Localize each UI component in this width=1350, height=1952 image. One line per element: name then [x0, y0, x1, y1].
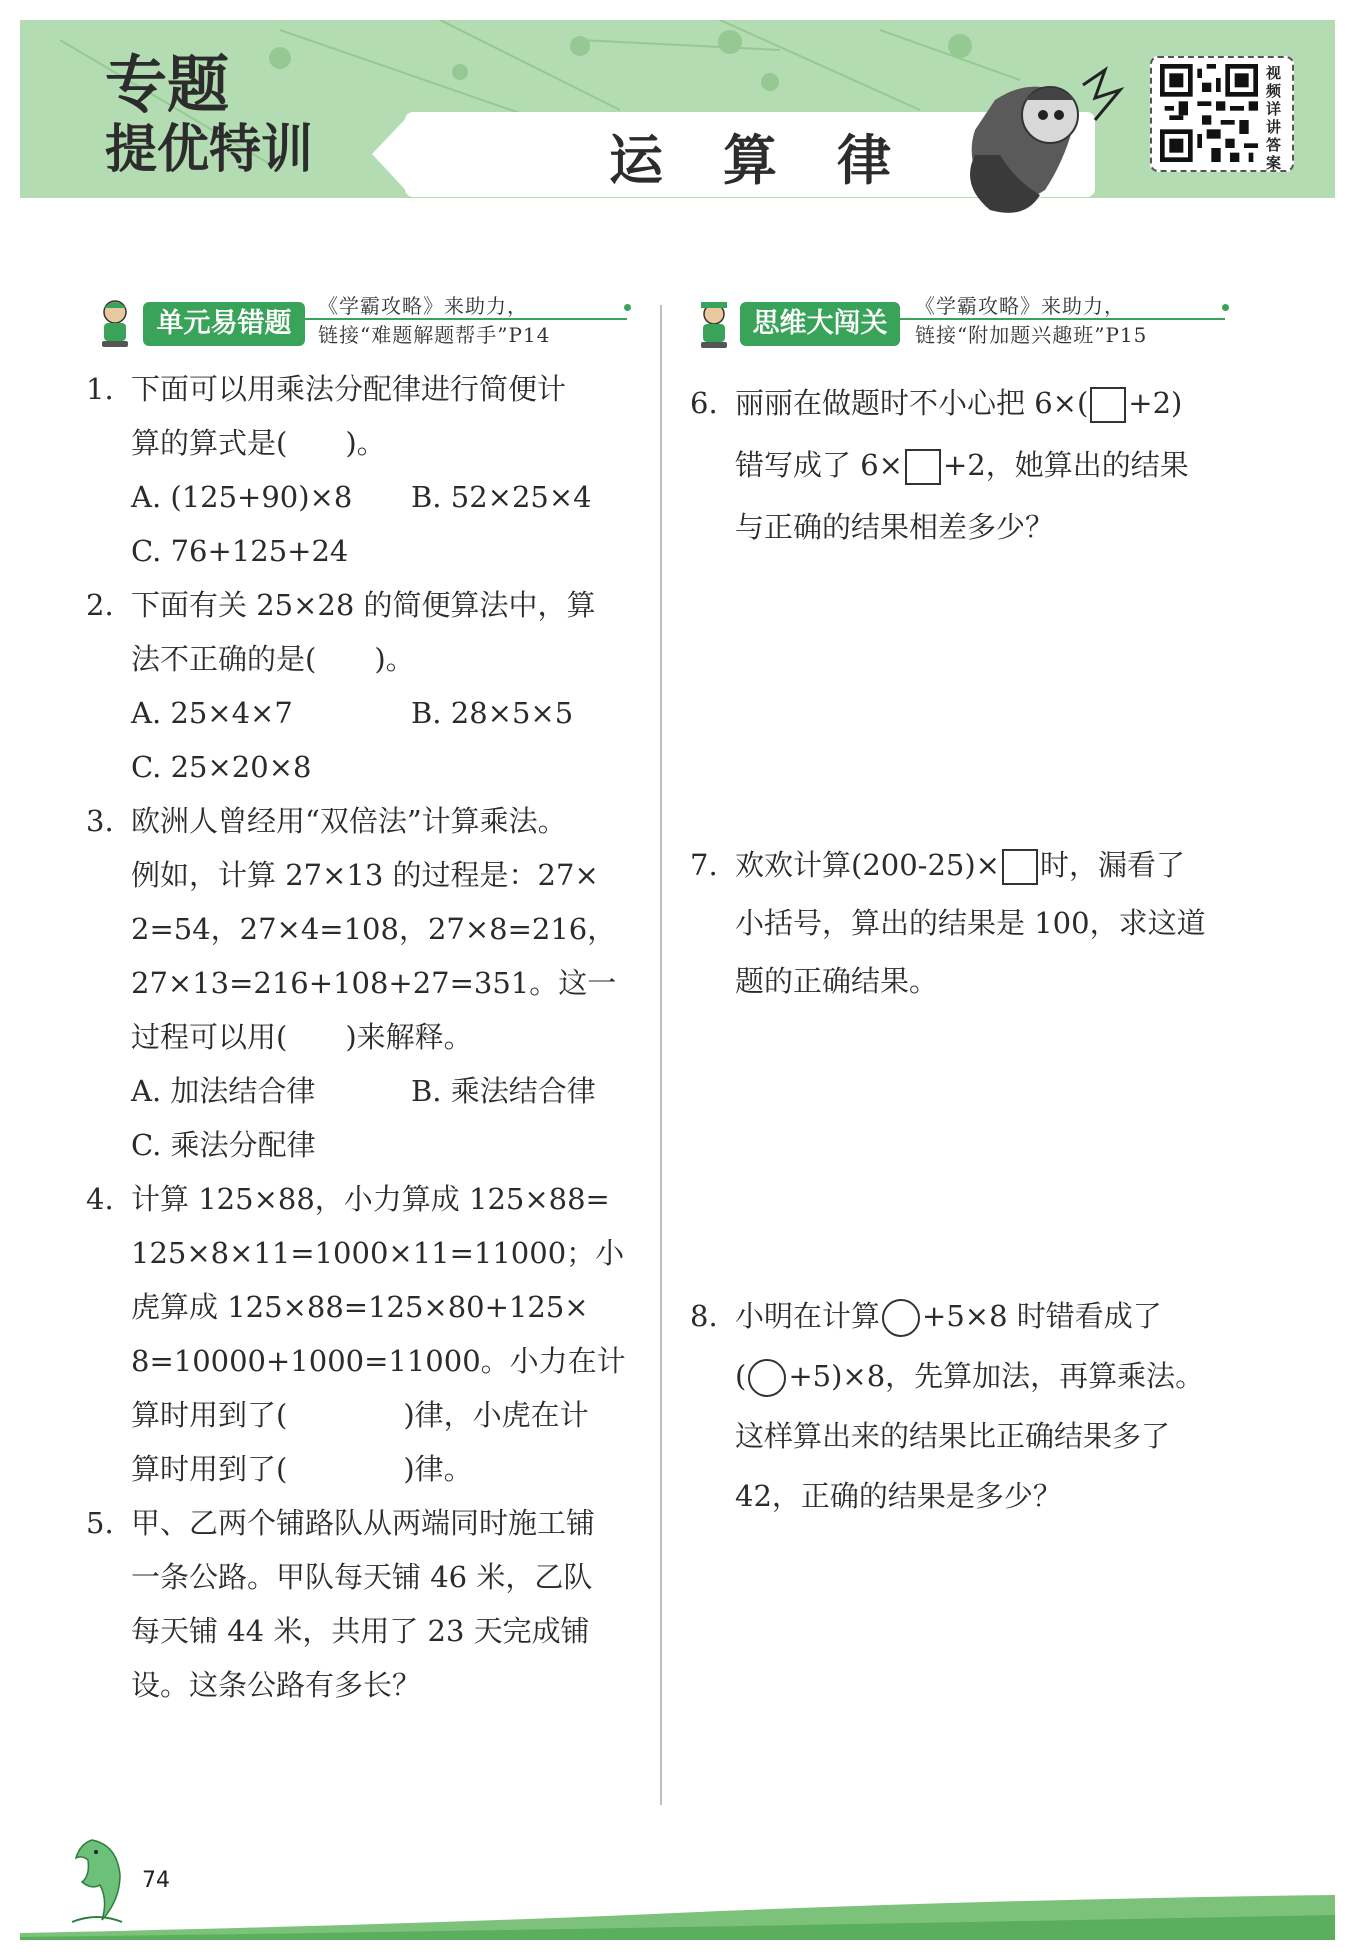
boy-mascot-icon — [92, 298, 138, 350]
helper-text-left — [318, 292, 550, 350]
question-text: 过程可以用( )来解释。 — [131, 1020, 473, 1054]
question-number: 2. — [86, 588, 114, 622]
qr-code-icon — [1160, 64, 1258, 162]
question-text: 这样算出来的结果比正确结果多了 — [735, 1419, 1171, 1453]
footer-band — [20, 1895, 1335, 1940]
question-text: 下面有关 25×28 的简便算法中，算 — [131, 588, 596, 622]
options-row — [131, 470, 592, 524]
option-a[interactable]: A. 加法结合律 — [131, 1074, 316, 1108]
question-text: 算时用到了( )律。 — [131, 1452, 473, 1486]
option-b[interactable]: B. 28×5×5 — [411, 696, 574, 730]
helper-dot-right — [1222, 304, 1229, 311]
question-text-part: +5×8 时错看成了 — [922, 1299, 1162, 1333]
option-c[interactable]: C. 乘法分配律 — [131, 1128, 316, 1162]
blank-box[interactable] — [1090, 387, 1126, 423]
question-text: 42，正确的结果是多少？ — [735, 1479, 1062, 1513]
question-text — [735, 1286, 1204, 1346]
option-b[interactable]: B. 乘法结合律 — [411, 1074, 596, 1108]
question-text-part: 小明在计算 — [735, 1299, 881, 1333]
question-text: 与正确的结果相差多少？ — [735, 510, 1055, 544]
question-text — [735, 836, 1206, 894]
question-text: 8=10000+1000=11000。小力在计 — [131, 1344, 626, 1378]
options-row — [131, 740, 596, 794]
question-number: 8. — [690, 1299, 718, 1333]
helper-left-line2: 链接“难题解题帮手”P14 — [318, 323, 551, 347]
question-number: 4. — [86, 1182, 114, 1216]
column-divider — [660, 305, 662, 1805]
helper-text-right — [915, 292, 1147, 350]
question-text: 法不正确的是( )。 — [131, 642, 415, 676]
section-badge-challenge: 思维大闯关 — [740, 302, 900, 346]
question-text: 题的正确结果。 — [735, 964, 939, 998]
question-text-part: +2，她算出的结果 — [942, 448, 1189, 482]
question-text: 虎算成 125×88=125×80+125× — [131, 1290, 589, 1324]
topic-title: 运算律 — [609, 129, 951, 192]
question-text-part: 错写成了 6× — [735, 448, 903, 482]
option-a[interactable]: A. 25×4×7 — [131, 696, 293, 730]
helper-rule-right — [900, 318, 1225, 320]
question-text — [735, 372, 1189, 434]
boy-mascot-icon — [693, 300, 735, 352]
dolphin-icon — [62, 1830, 142, 1930]
helper-dot-left — [624, 304, 631, 311]
question-text: 下面可以用乘法分配律进行简便计 — [131, 372, 567, 406]
options-row — [131, 524, 566, 578]
question-text-part: 丽丽在做题时不小心把 6×( — [735, 386, 1089, 420]
question-text: 算的算式是( )。 — [131, 426, 386, 460]
question-text: 例如，计算 27×13 的过程是：27× — [131, 858, 599, 892]
qr-code-box[interactable] — [1150, 56, 1294, 172]
options-row — [131, 1118, 616, 1172]
question-text-part: 时，漏看了 — [1039, 848, 1185, 882]
options-row — [131, 686, 596, 740]
question-text: 甲、乙两个铺路队从两端同时施工铺 — [131, 1506, 596, 1540]
blank-box[interactable] — [1002, 849, 1038, 885]
question-text-part: 欢欢计算(200-25)× — [735, 848, 1000, 882]
series-title-line2: 提优特训 — [105, 120, 314, 181]
option-c[interactable]: C. 76+125+24 — [131, 534, 349, 568]
option-b[interactable]: B. 52×25×4 — [411, 480, 592, 514]
mascot-illustration — [955, 60, 1135, 225]
helper-left-line1: 《学霸攻略》来助力， — [318, 294, 528, 318]
question-number: 7. — [690, 848, 718, 882]
question-text: 27×13=216+108+27=351。这一 — [131, 966, 617, 1000]
question-text: 小括号，算出的结果是 100，求这道 — [735, 906, 1206, 940]
question-number: 6. — [690, 386, 718, 420]
question-text: 算时用到了( )律，小虎在计 — [131, 1398, 589, 1432]
blank-circle[interactable] — [748, 1359, 786, 1397]
series-title — [105, 48, 314, 181]
helper-right-line2: 链接“附加题兴趣班”P15 — [915, 323, 1148, 347]
question-text — [735, 434, 1189, 496]
question-number: 3. — [86, 804, 114, 838]
blank-circle[interactable] — [882, 1299, 920, 1337]
qr-caption: 视频详讲答案 — [1266, 64, 1282, 172]
question-text: 一条公路。甲队每天铺 46 米，乙队 — [131, 1560, 593, 1594]
question-text: 每天铺 44 米，共用了 23 天完成铺 — [131, 1614, 590, 1648]
question-number: 1. — [86, 372, 114, 406]
helper-right-line1: 《学霸攻略》来助力， — [915, 294, 1125, 318]
option-a[interactable]: A. (125+90)×8 — [131, 480, 353, 514]
question-text — [735, 1346, 1204, 1406]
helper-rule-left — [305, 318, 627, 320]
question-text: 125×8×11=1000×11=11000；小 — [131, 1236, 625, 1270]
question-text: 2=54，27×4=108，27×8=216， — [131, 912, 617, 946]
question-text: 欧洲人曾经用“双倍法”计算乘法。 — [131, 804, 567, 838]
question-text: 设。这条公路有多长？ — [131, 1668, 422, 1702]
options-row — [131, 1064, 616, 1118]
page-number: 74 — [142, 1868, 170, 1893]
question-text-part: ( — [735, 1359, 747, 1393]
blank-box[interactable] — [905, 449, 941, 485]
question-number: 5. — [86, 1506, 114, 1540]
question-text: 计算 125×88，小力算成 125×88= — [131, 1182, 610, 1216]
question-text-part: +2) — [1128, 386, 1183, 420]
question-text-part: +5)×8，先算加法，再算乘法。 — [788, 1359, 1205, 1393]
section-badge-errors: 单元易错题 — [143, 302, 305, 346]
series-title-line1: 专题 — [105, 48, 230, 121]
option-c[interactable]: C. 25×20×8 — [131, 750, 312, 784]
